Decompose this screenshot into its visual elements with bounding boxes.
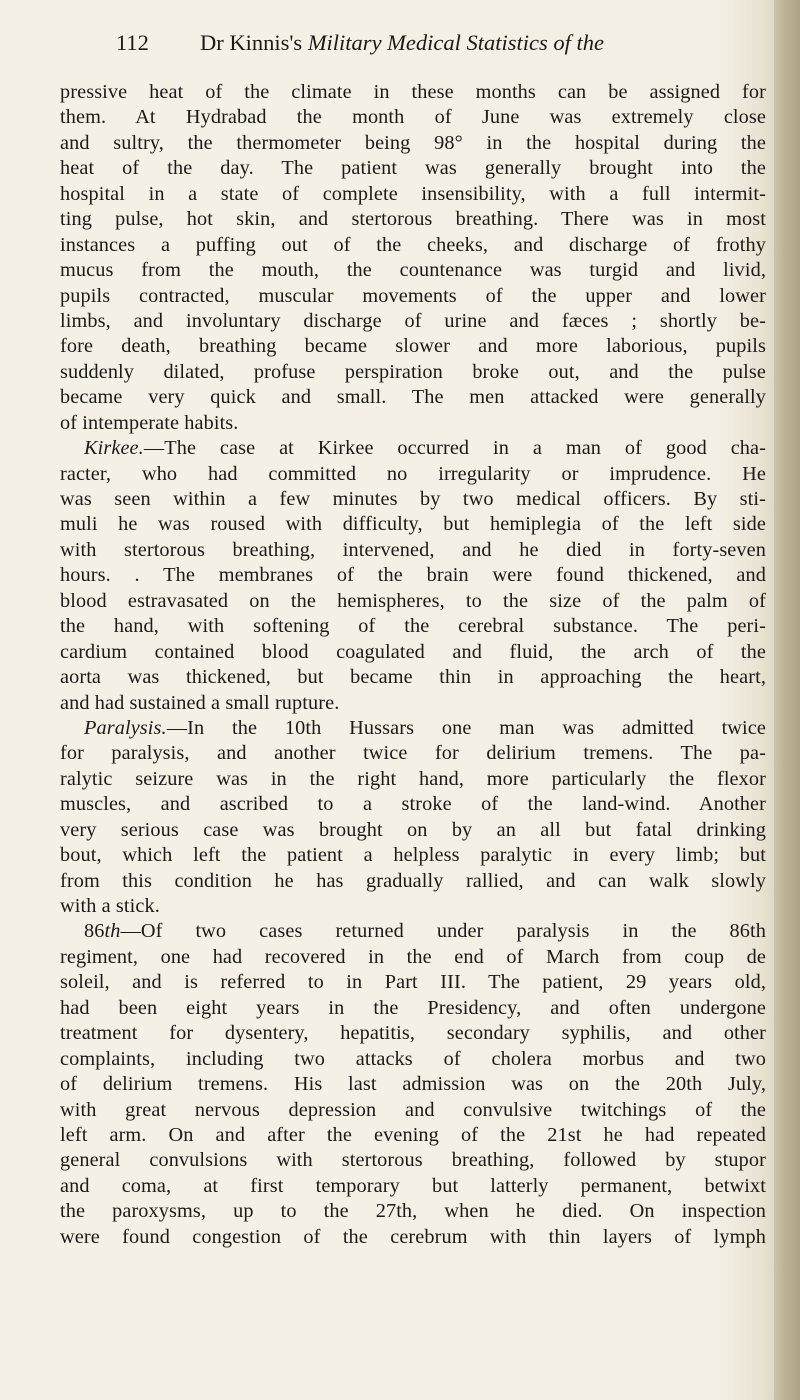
text-line: treatment for dysentery, hepatitis, secondary syphilis, and other <box>60 1022 766 1045</box>
text-line: heat of the day. The patient was generally brought into the <box>60 157 766 180</box>
text-line: from this condition he has gradually rallied, and can walk slowly <box>60 869 766 892</box>
text-line: regiment, one had recovered in the end of March from coup de <box>60 945 766 968</box>
running-head-author: Dr Kinnis's <box>200 30 308 55</box>
paragraph-paralysis-text: —In the 10th Hussars one man was admitted twice <box>166 716 766 739</box>
text-line: racter, who had committed no irregularity or imprudence. He <box>60 462 766 485</box>
text-line: and sultry, the thermometer being 98° in the hospital during the <box>60 131 766 154</box>
text-line: left arm. On and after the evening of the 21st he had repeated <box>60 1123 766 1146</box>
text-line: fore death, breathing became slower and more laborious, pupils <box>60 335 766 358</box>
text-line: muscles, and ascribed to a stroke of the land-wind. Another <box>60 793 766 816</box>
text-line: hospital in a state of complete insensibility, with a full intermit- <box>60 182 766 205</box>
text-line: suddenly dilated, profuse perspiration broke out, and the pulse <box>60 360 766 383</box>
text-line: the paroxysms, up to the 27th, when he died. On inspection <box>60 1200 766 1223</box>
paragraph-86th-text: —Of two cases returned under paralysis in the 86th <box>120 920 766 943</box>
text-line: ralytic seizure was in the right hand, more particularly the flexor <box>60 767 766 790</box>
text-line: for paralysis, and another twice for delirium tremens. The pa- <box>60 742 766 765</box>
page-header <box>58 30 748 60</box>
text-line: them. At Hydrabad the month of June was extremely close <box>60 106 766 129</box>
paragraph-kirkee <box>60 436 766 461</box>
text-line: very serious case was brought on by an all but fatal drinking <box>60 818 766 841</box>
text-line: ting pulse, hot skin, and stertorous breathing. There was in most <box>60 208 766 231</box>
text-line: general convulsions with stertorous breathing, followed by stupor <box>60 1149 766 1172</box>
text-line: the hand, with softening of the cerebral substance. The peri- <box>60 615 766 638</box>
body-text <box>60 80 766 1250</box>
text-line: soleil, and is referred to in Part III. The patient, 29 years old, <box>60 971 766 994</box>
text-line: had been eight years in the Presidency, and often undergone <box>60 996 766 1019</box>
paragraph-head-kirkee: Kirkee. <box>84 437 144 460</box>
text-line: were found congestion of the cerebrum with thin layers of lymph <box>60 1225 766 1248</box>
text-line: complaints, including two attacks of cholera morbus and two <box>60 1047 766 1070</box>
text-line: hours. . The membranes of the brain were found thickened, and <box>60 564 766 587</box>
text-line: and coma, at first temporary but latterly permanent, betwixt <box>60 1174 766 1197</box>
text-line: bout, which left the patient a helpless paralytic in every limb; but <box>60 844 766 867</box>
text-line: aorta was thickened, but became thin in approaching the heart, <box>60 666 766 689</box>
text-line: with stertorous breathing, intervened, and he died in forty-seven <box>60 538 766 561</box>
text-line: cardium contained blood coagulated and fluid, the arch of the <box>60 640 766 663</box>
running-head <box>200 30 604 56</box>
text-line: mucus from the mouth, the countenance was turgid and livid, <box>60 259 766 282</box>
text-line: became very quick and small. The men attacked were generally <box>60 386 766 409</box>
text-line: instances a puffing out of the cheeks, and discharge of frothy <box>60 233 766 256</box>
paragraph-head-paralysis: Paralysis. <box>84 716 167 739</box>
text-line: was seen within a few minutes by two medical officers. By sti- <box>60 488 766 510</box>
page-number: 112 <box>116 30 149 55</box>
text-line: with a stick. <box>60 895 160 917</box>
text-line: pressive heat of the climate in these months can be assigned for <box>60 81 766 103</box>
text-line: pupils contracted, muscular movements of the upper and lower <box>60 284 766 307</box>
text-line: blood estravasated on the hemispheres, to the size of the palm of <box>60 589 766 612</box>
page-gutter-shadow <box>774 0 800 1400</box>
paragraph-head-86th-number: 86 <box>84 920 105 943</box>
text-line: of intemperate habits. <box>60 411 239 434</box>
paragraph-paralysis <box>60 716 766 741</box>
paragraph-86th <box>60 919 766 944</box>
paragraph-head-86th-suffix: th <box>104 920 121 943</box>
text-line: muli he was roused with difficulty, but hemiplegia of the left side <box>60 513 766 536</box>
running-head-title: Military Medical Statistics of the <box>307 30 605 55</box>
text-line: of delirium tremens. His last admission was on the 20th July, <box>60 1073 766 1096</box>
text-line: with great nervous depression and convulsive twitchings of the <box>60 1098 766 1121</box>
paragraph-kirkee-text: —The case at Kirkee occurred in a man of good cha- <box>143 437 766 460</box>
text-line: limbs, and involuntary discharge of urine and fæces ; shortly be- <box>60 309 766 332</box>
text-line: and had sustained a small rupture. <box>60 691 340 714</box>
